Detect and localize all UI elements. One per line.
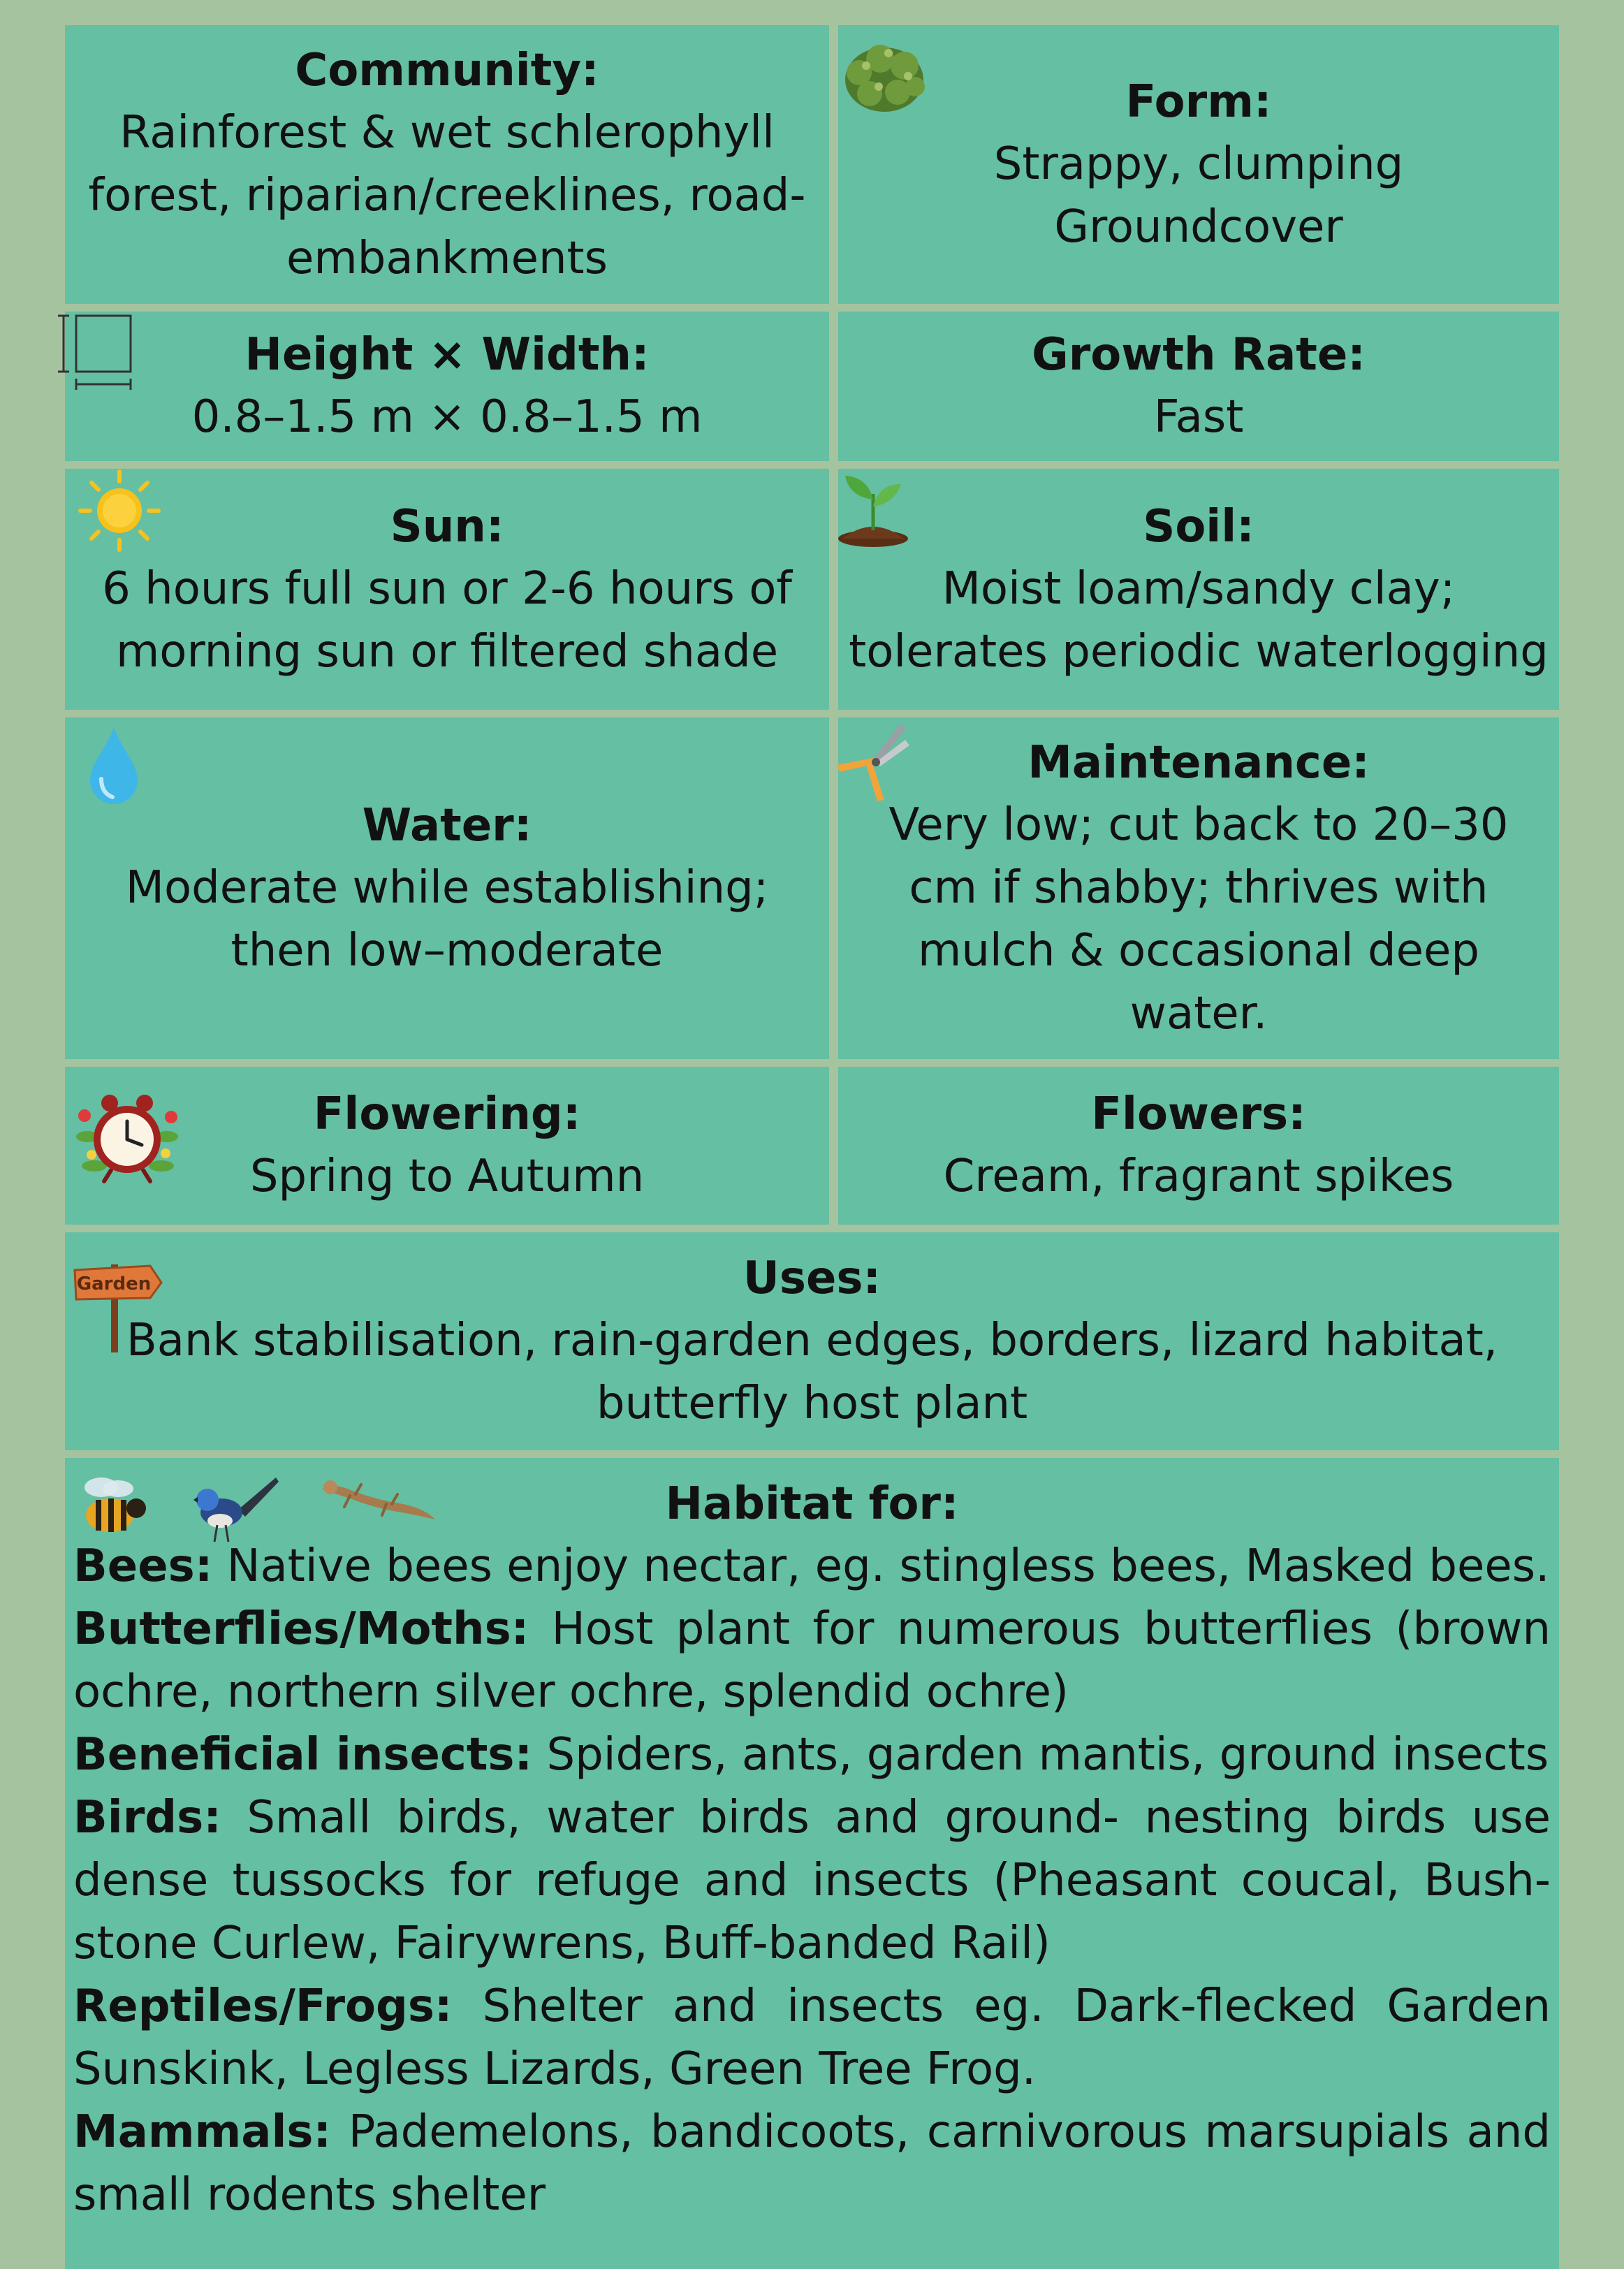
habitat-label: Habitat for: — [665, 1478, 959, 1530]
form-label: Form: — [1125, 75, 1272, 128]
garden-sign-text: Garden — [76, 1274, 152, 1294]
maintenance-cell — [838, 717, 1559, 1059]
habitat-item-name: Beneficial insects: — [73, 1729, 533, 1781]
alarm-clock-icon — [75, 1088, 180, 1185]
sun-cell — [65, 469, 829, 710]
form-value: Strappy, clumping Groundcover — [993, 138, 1404, 253]
habitat-item-beneficial-insects — [73, 1723, 1551, 1786]
habitat-item-name: Butterflies/Moths: — [73, 1603, 529, 1655]
soil-label: Soil: — [1143, 500, 1254, 553]
sun-icon — [78, 469, 161, 553]
height-width-value: 0.8–1.5 m × 0.8–1.5 m — [191, 391, 703, 443]
soil-value: Moist loam/sandy clay; tolerates periodic waterlogging — [849, 562, 1549, 678]
community-value: Rainforest & wet schlerophyll forest, riparian/creeklines, road-embankments — [88, 106, 806, 284]
flowering-value: Spring to Autumn — [249, 1151, 645, 1202]
bee-icon — [75, 1472, 152, 1542]
form-cell — [838, 25, 1559, 304]
maintenance-label: Maintenance: — [1027, 736, 1370, 789]
dimensions-icon — [55, 312, 132, 395]
habitat-item-text: Pademelons, bandicoots, carnivorous marsupials and small rodents shelter — [73, 2106, 1551, 2221]
flowers-cell — [838, 1067, 1559, 1225]
flowering-cell — [65, 1067, 829, 1225]
habitat-item-text: Host plant for numerous butterflies (brown ochre, northern silver ochre, splendid ochre) — [73, 1603, 1551, 1718]
flowering-label: Flowering: — [313, 1088, 581, 1140]
habitat-item-text: Small birds, water birds and ground- nesting birds use dense tussocks for refuge and insects (Pheasant coucal, Bush-stone Curlew, Fairywrens, Buff-banded Rail) — [73, 1792, 1551, 1969]
habitat-item-text: Spiders, ants, garden mantis, ground insects — [532, 1729, 1549, 1781]
sun-value: 6 hours full sun or 2-6 hours of morning sun or filtered shade — [102, 562, 792, 678]
sun-label: Sun: — [390, 500, 504, 553]
habitat-item-birds — [73, 1786, 1551, 1975]
habitat-item-name: Mammals: — [73, 2106, 332, 2158]
water-value: Moderate while establishing; then low–moderate — [125, 861, 769, 977]
maintenance-value: Very low; cut back to 20–30 cm if shabby; thrives with mulch & occasional deep water. — [888, 798, 1509, 1039]
uses-label: Uses: — [742, 1253, 882, 1304]
habitat-cell — [65, 1458, 1559, 2269]
community-cell — [65, 25, 829, 304]
habitat-item-bees — [73, 1535, 1551, 1598]
habitat-item-text: Shelter and insects eg. Dark-flecked Garden Sunskink, Legless Lizards, Green Tree Frog. — [73, 1980, 1551, 2095]
height-width-cell — [65, 312, 829, 461]
water-label: Water: — [362, 799, 532, 852]
lizard-icon — [319, 1476, 438, 1532]
habitat-item-name: Reptiles/Frogs: — [73, 1980, 453, 2032]
habitat-item-name: Birds: — [73, 1792, 221, 1844]
soil-cell — [838, 469, 1559, 710]
flowers-label: Flowers: — [1091, 1088, 1306, 1140]
seedling-icon — [835, 466, 912, 547]
secateurs-icon — [833, 719, 916, 803]
growth-rate-cell — [838, 312, 1559, 461]
water-cell — [65, 717, 829, 1059]
uses-value: Bank stabilisation, rain-garden edges, borders, lizard habitat, butterfly host plant — [126, 1315, 1498, 1429]
habitat-item-name: Bees: — [73, 1540, 213, 1592]
fairywren-icon — [189, 1475, 280, 1545]
shrub-icon — [838, 38, 930, 122]
habitat-item-reptiles — [73, 1975, 1551, 2101]
habitat-item-mammals — [73, 2101, 1551, 2226]
community-label: Community: — [295, 44, 599, 96]
growth-rate-label: Growth Rate: — [1032, 329, 1366, 381]
garden-sign-icon — [72, 1250, 163, 1355]
habitat-item-butterflies — [73, 1598, 1551, 1723]
flowers-value: Cream, fragrant spikes — [943, 1151, 1454, 1202]
height-width-label: Height × Width: — [244, 329, 650, 381]
growth-rate-value: Fast — [1153, 391, 1244, 443]
uses-cell — [65, 1232, 1559, 1450]
habitat-item-text: Native bees enjoy nectar, eg. stingless bees, Masked bees. — [212, 1540, 1550, 1592]
water-drop-icon — [86, 724, 142, 808]
